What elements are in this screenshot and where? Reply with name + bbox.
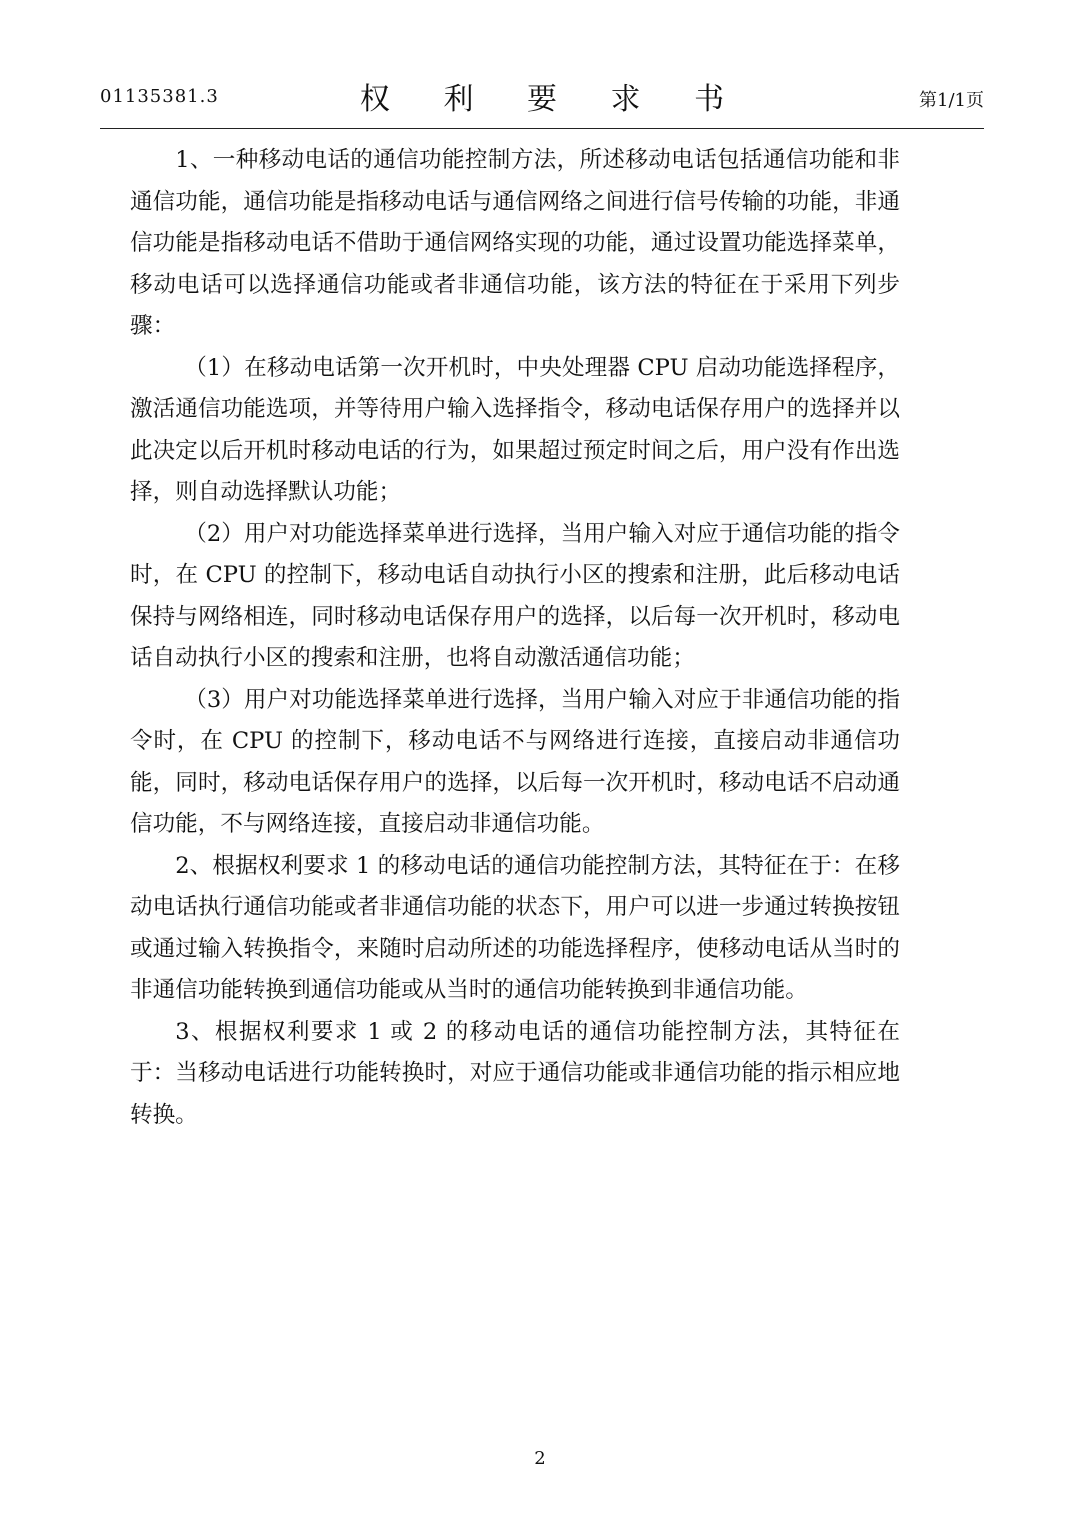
page-indicator: 第1/1页	[919, 90, 984, 111]
claim-1: 1、一种移动电话的通信功能控制方法，所述移动电话包括通信功能和非通信功能，通信功能是指移动电话与通信网络之间进行信号传输的功能，非通信功能是指移动电话不借助于通信网络实现的功能，通过设置功能选择菜单，移动电话可以选择通信功能或者非通信功能，该方法的特征在于采用下列步骤：	[130, 147, 900, 339]
claim-1-step-2: （2）用户对功能选择菜单进行选择，当用户输入对应于通信功能的指令时，在 CPU 的控制下，移动电话自动执行小区的搜索和注册，此后移动电话保持与网络相连，同时移动电话保存用户的选择，以后每一次开机时，移动电话自动执行小区的搜索和注册，也将自动激活通信功能；	[130, 520, 900, 671]
application-number: 01135381.3	[100, 86, 219, 107]
page-number: 2	[534, 1448, 546, 1469]
page-header	[100, 72, 984, 129]
claims-body	[130, 140, 900, 1136]
claim-1-step-1: （1）在移动电话第一次开机时，中央处理器 CPU 启动功能选择程序，激活通信功能选项，并等待用户输入选择指令，移动电话保存用户的选择并以此决定以后开机时移动电话的行为，如果超过预定时间之后，用户没有作出选择，则自动选择默认功能；	[130, 354, 900, 505]
claim-2: 2、根据权利要求 1 的移动电话的通信功能控制方法，其特征在于：在移动电话执行通信功能或者非通信功能的状态下，用户可以进一步通过转换按钮或通过输入转换指令，来随时启动所述的功能选择程序，使移动电话从当时的非通信功能转换到通信功能或从当时的通信功能转换到非通信功能。	[130, 852, 900, 1003]
claim-1-step-3: （3）用户对功能选择菜单进行选择，当用户输入对应于非通信功能的指令时，在 CPU 的控制下，移动电话不与网络进行连接，直接启动非通信功能，同时，移动电话保存用户的选择，以后每一次开机时，移动电话不启动通信功能，不与网络连接，直接启动非通信功能。	[130, 686, 900, 837]
document-title: 权 利 要 求 书	[359, 82, 747, 117]
claim-3: 3、根据权利要求 1 或 2 的移动电话的通信功能控制方法，其特征在于：当移动电话进行功能转换时，对应于通信功能或非通信功能的指示相应地转换。	[130, 1018, 900, 1128]
